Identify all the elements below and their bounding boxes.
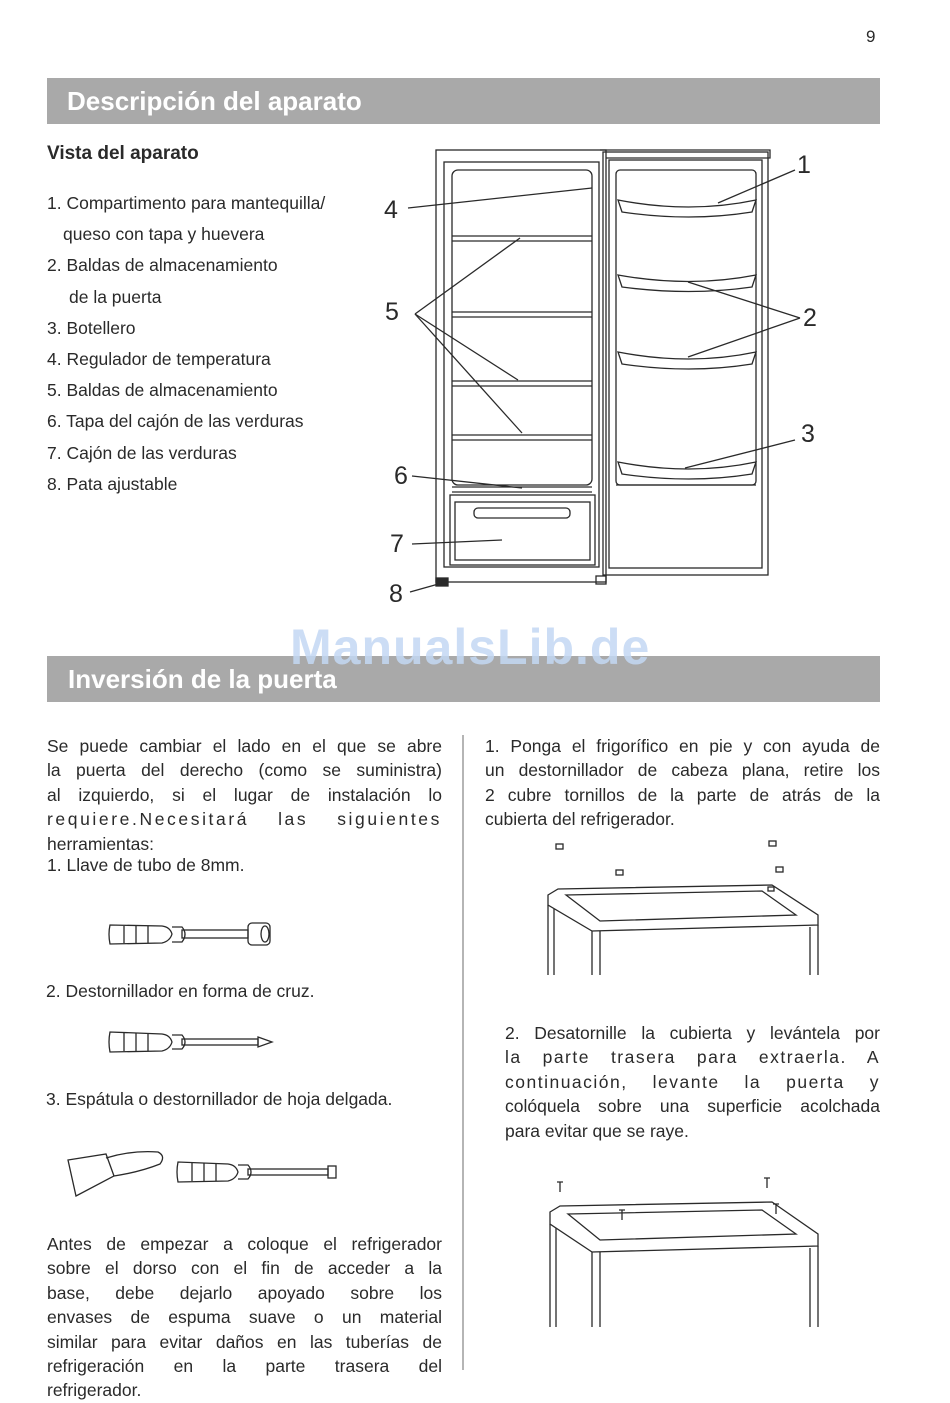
callout-8: 8 xyxy=(389,580,403,608)
before-line: refrigerador. xyxy=(47,1380,142,1401)
step2-paragraph xyxy=(505,1021,880,1143)
parts-list-item: 5. Baldas de almacenamiento xyxy=(47,380,278,401)
intro-line: herramientas: xyxy=(47,833,154,854)
phillips-screwdriver-icon xyxy=(100,1022,280,1062)
before-line: refrigeración en la parte trasera del xyxy=(47,1356,442,1377)
flat-screwdriver-icon xyxy=(170,1152,350,1192)
section-title-door-reversal: Inversión de la puerta xyxy=(47,656,880,702)
step1-line: cubierta del refrigerador. xyxy=(485,809,675,830)
section-title-description: Descripción del aparato xyxy=(47,78,880,124)
before-line: base, debe dejarlo apoyado sobre los xyxy=(47,1282,442,1303)
page-number: 9 xyxy=(866,27,876,46)
parts-list-item: de la puerta xyxy=(69,286,162,307)
intro-line: la puerta del derecho (como se suministra) xyxy=(47,760,442,781)
callout-5: 5 xyxy=(385,298,399,326)
parts-list xyxy=(47,188,325,500)
intro-line: Se puede cambiar el lado en el que se abre xyxy=(47,736,442,756)
before-line: sobre el dorso con el fin de acceder a la xyxy=(47,1258,442,1279)
intro-line: al izquierdo, si el lugar de instalación lo xyxy=(47,784,442,805)
parts-list-item: 7. Cajón de las verduras xyxy=(47,442,237,463)
column-divider xyxy=(462,735,464,1370)
fridge-top-cover-diagram-1 xyxy=(540,835,840,980)
step1-paragraph xyxy=(485,734,880,832)
parts-list-item: 2. Baldas de almacenamiento xyxy=(47,255,278,276)
callout-2: 2 xyxy=(803,304,817,332)
callout-3: 3 xyxy=(801,420,815,448)
socket-wrench-icon xyxy=(100,912,280,952)
step2-line: continuación, levante la puerta y xyxy=(505,1071,880,1092)
parts-list-item: 8. Pata ajustable xyxy=(47,473,178,494)
tool-label-spatula-screwdriver: 3. Espátula o destornillador de hoja delgada. xyxy=(46,1089,393,1109)
subsection-title: Vista del aparato xyxy=(47,143,199,164)
step1-line: 1. Ponga el frigorífico en pie y con ayuda de xyxy=(485,736,880,756)
parts-list-item: 6. Tapa del cajón de las verduras xyxy=(47,411,304,432)
callout-7: 7 xyxy=(390,530,404,558)
step2-line: la parte trasera para extraerla. A xyxy=(505,1047,880,1068)
parts-list-item: queso con tapa y huevera xyxy=(63,224,265,245)
step1-line: 2 cubre tornillos de la parte de atrás de la xyxy=(485,784,880,805)
callout-1: 1 xyxy=(797,151,811,179)
before-line: envases de espuma suave o un material xyxy=(47,1307,442,1328)
before-paragraph xyxy=(47,1232,442,1403)
tool-label-phillips-screwdriver: 2. Destornillador en forma de cruz. xyxy=(46,981,315,1001)
parts-list-item: 4. Regulador de temperatura xyxy=(47,349,271,370)
before-line: similar para evitar daños en las tuberías de xyxy=(47,1331,442,1352)
spatula-icon xyxy=(62,1146,172,1206)
callout-6: 6 xyxy=(394,462,408,490)
callout-4: 4 xyxy=(384,196,398,224)
tool-label-socket-wrench: 1. Llave de tubo de 8mm. xyxy=(47,855,245,875)
watermark: ManualsLib.de xyxy=(290,619,651,675)
step2-line: colóquela sobre una superficie acolchada xyxy=(505,1096,880,1117)
step2-line: 2. Desatornille la cubierta y levántela por xyxy=(505,1023,880,1043)
before-line: Antes de empezar a coloque el refrigerador xyxy=(47,1234,442,1254)
intro-line: requiere.Necesitará las siguientes xyxy=(47,809,442,830)
parts-list-item: 3. Botellero xyxy=(47,317,136,338)
step1-line: un destornillador de cabeza plana, retire los xyxy=(485,760,880,781)
intro-paragraph xyxy=(47,734,442,856)
parts-list-item: 1. Compartimento para mantequilla/ xyxy=(47,193,326,213)
step2-line: para evitar que se raye. xyxy=(505,1120,689,1141)
fridge-top-cover-diagram-2 xyxy=(540,1172,840,1332)
